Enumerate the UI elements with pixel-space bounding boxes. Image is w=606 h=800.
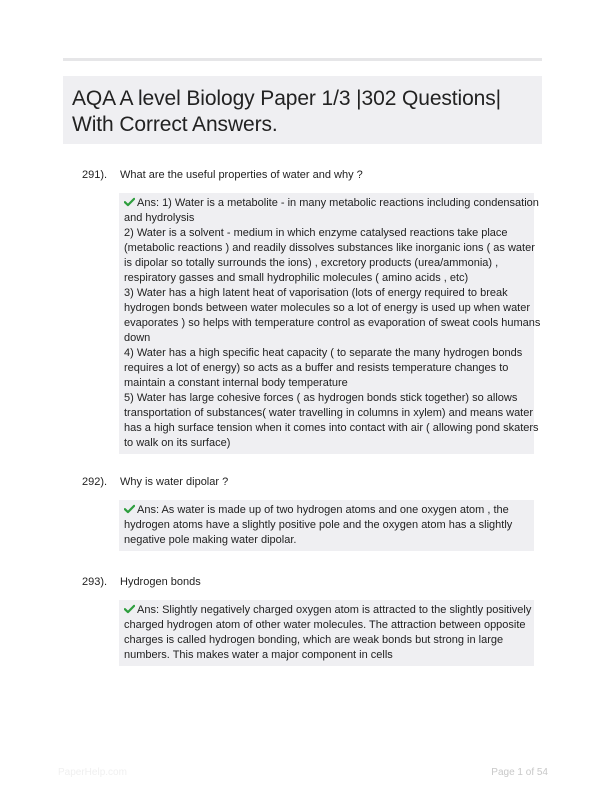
answer-line: is dipolar so totally surrounds the ions) , excretory products (urea/ammonia) , [124,257,499,269]
answer-line [124,196,539,211]
top-divider [63,58,542,61]
question-number: 291). [82,169,108,181]
answer-line: negative pole making water dipolar. [124,534,297,546]
answer-line: charged hydrogen atom of other water molecules. The attraction between opposite [124,619,526,631]
question-number: 292). [82,476,108,488]
answer-line: 2) Water is a solvent - medium in which enzyme catalysed reactions take place [124,227,508,239]
answer-line [124,603,530,618]
answer-line: respiratory gasses and small hydrophilic molecules ( amino acids , etc) [124,272,469,284]
answer-box [119,193,541,454]
answer-text: Ans: As water is made up of two hydrogen atoms and one oxygen atom , the [137,504,509,516]
answer-line: has a high surface tension when it comes into contact with air ( allowing pond skaters [124,422,539,434]
check-icon [124,504,135,514]
document-title-line-2: With Correct Answers. [72,113,278,136]
question-number: 293). [82,576,108,588]
question-text: Hydrogen bonds [120,576,201,588]
answer-box [119,500,534,551]
answer-line: transportation of substances( water travelling in columns in xylem) and means water [124,407,534,419]
answer-text: Ans: Slightly negatively charged oxygen atom is attracted to the slightly positively [137,604,532,616]
document-title-box [63,76,542,144]
answer-line [124,503,530,518]
question-text: What are the useful properties of water and why ? [120,169,363,181]
answer-line: evaporates ) so helps with temperature control as evaporation of sweat cools humans [124,317,541,329]
answer-line: (metabolic reactions ) and readily dissolves substances like inorganic ions ( as water [124,242,535,254]
check-icon [124,604,135,614]
answer-line: down [124,332,151,344]
answer-line: to walk on its surface) [124,437,231,449]
answer-line: and hydrolysis [124,212,195,224]
answer-line: charges is called hydrogen bonding, which are weak bonds but strong in large [124,634,504,646]
answer-line: 3) Water has a high latent heat of vaporisation (lots of energy required to break [124,287,508,299]
answer-line: 4) Water has a high specific heat capacity ( to separate the many hydrogen bonds [124,347,523,359]
footer-watermark: PaperHelp.com [58,767,127,778]
answer-line: requires a lot of energy) so acts as a buffer and resists temperature changes to [124,362,509,374]
check-icon [124,197,135,207]
answer-line: 5) Water has large cohesive forces ( as hydrogen bonds stick together) so allows [124,392,518,404]
document-title-line-1: AQA A level Biology Paper 1/3 |302 Questions| [72,87,502,110]
page-number: Page 1 of 54 [491,767,548,778]
answer-line: numbers. This makes water a major component in cells [124,649,393,661]
answer-line: maintain a constant internal body temperature [124,377,348,389]
answer-text: Ans: 1) Water is a metabolite - in many metabolic reactions including condensation [137,197,539,209]
answer-box [119,600,534,666]
question-text: Why is water dipolar ? [120,476,229,488]
answer-line: hydrogen bonds between water molecules so a lot of energy is used up when water [124,302,531,314]
answer-line: hydrogen atoms have a slightly positive pole and the oxygen atom has a slightly [124,519,513,531]
